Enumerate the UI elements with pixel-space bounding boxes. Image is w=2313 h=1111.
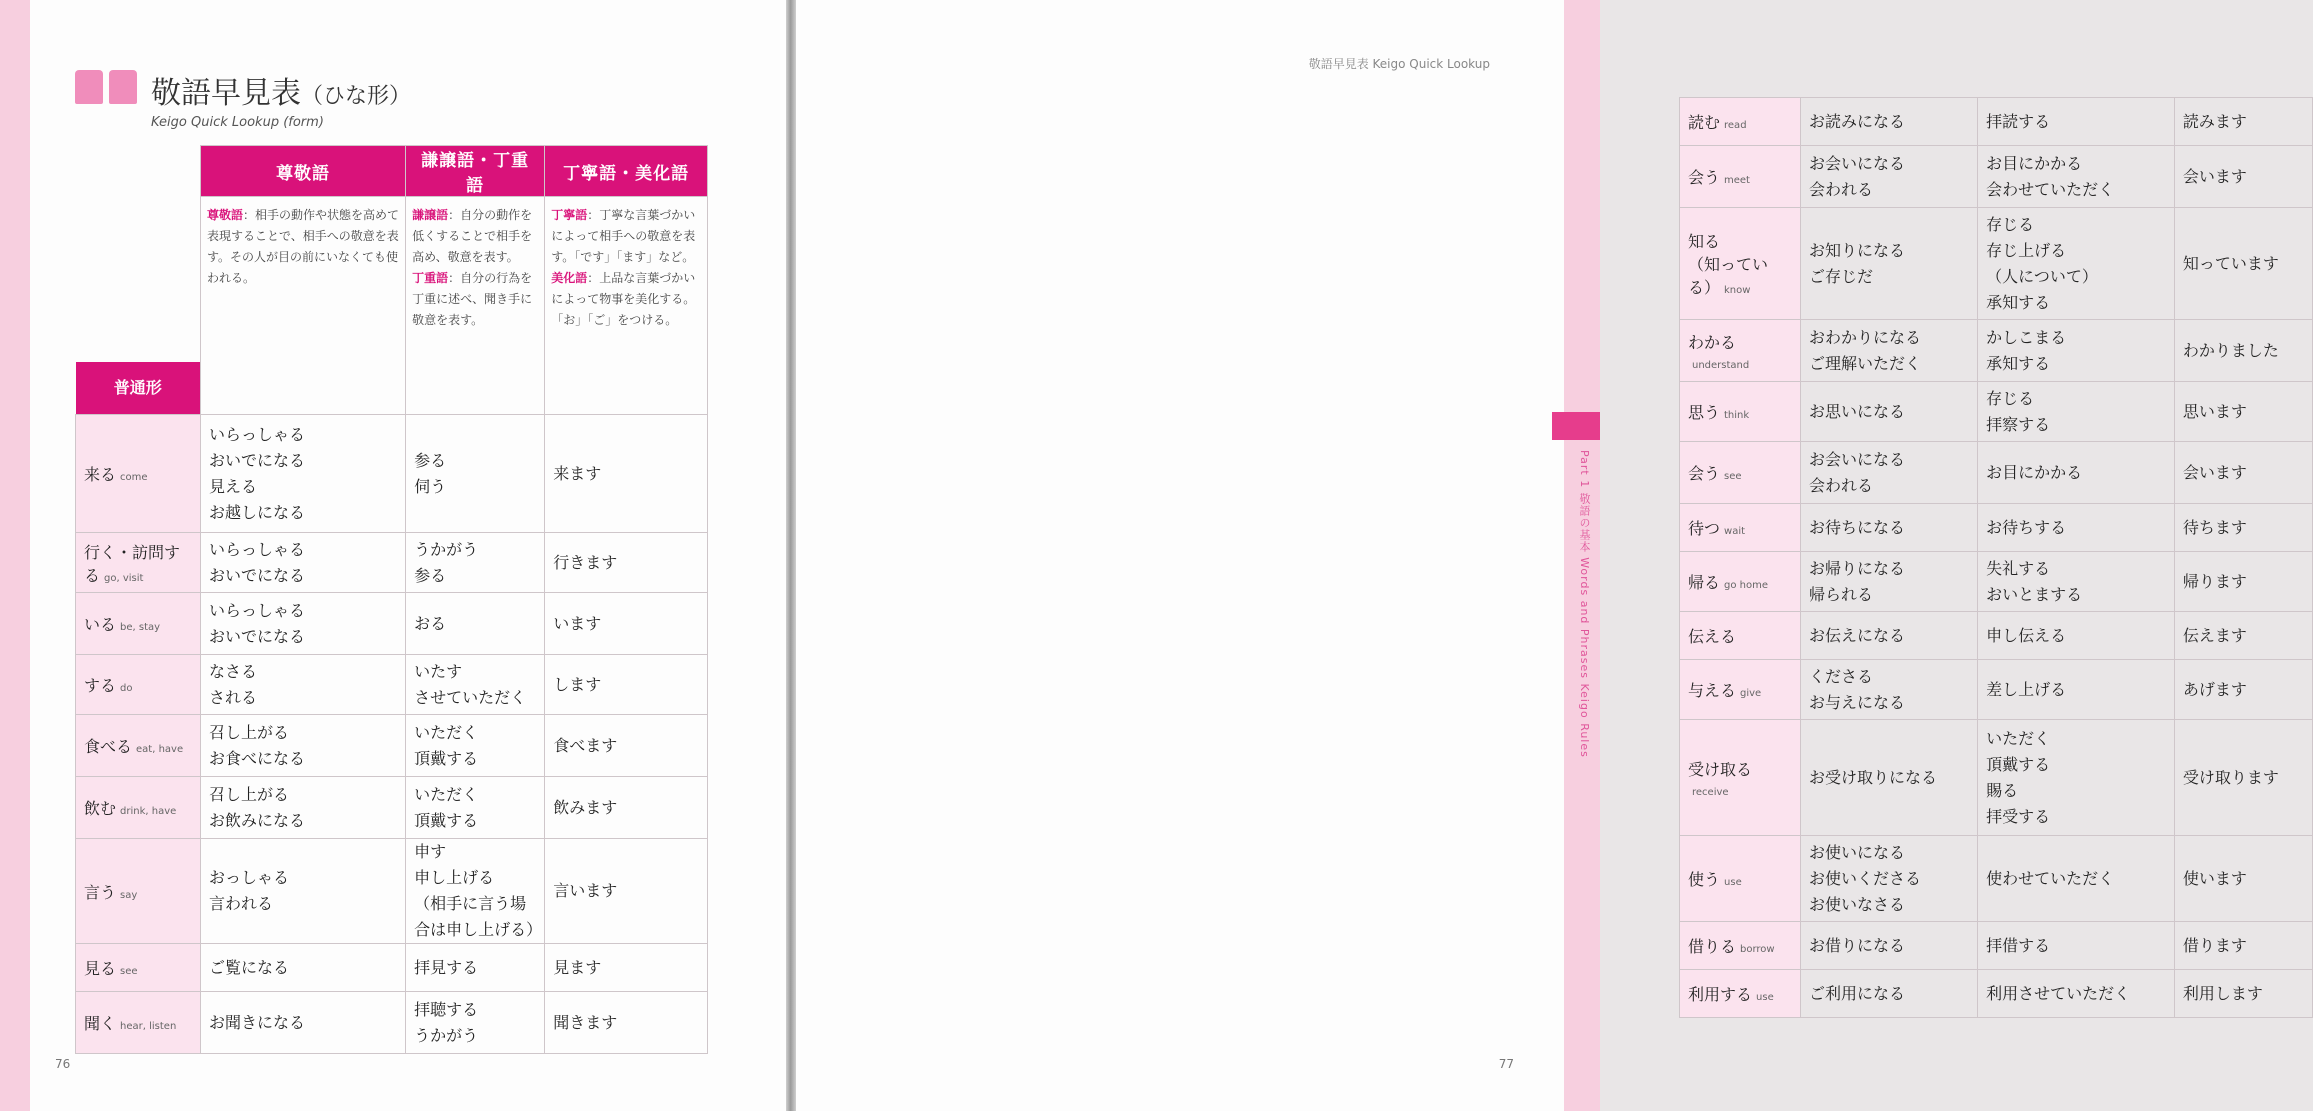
sonkeigo-cell: お使いになる お使いくださる お使いなさる	[1801, 836, 1978, 922]
teineigo-cell: 待ちます	[2174, 504, 2312, 552]
book-icon	[75, 70, 139, 110]
sonkeigo-cell: お思いになる	[1801, 382, 1978, 442]
kenjogo-cell: いただく 頂戴する	[406, 777, 545, 839]
kenjogo-cell: 失礼する おいとまする	[1978, 552, 2175, 612]
teineigo-cell: います	[545, 593, 708, 655]
header-teineigo: 丁寧語・美化語	[545, 146, 708, 197]
verb-cell: 与える give	[1680, 660, 1801, 720]
verb-cell: 言う say	[76, 839, 201, 944]
teineigo-cell: 思います	[2174, 382, 2312, 442]
sonkeigo-cell: お知りになる ご存じだ	[1801, 208, 1978, 320]
verb-cell: 利用する use	[1680, 970, 1801, 1018]
teineigo-cell: 飲みます	[545, 777, 708, 839]
table-row	[76, 715, 708, 777]
teineigo-cell: 言います	[545, 839, 708, 944]
page-number-right: 77	[1498, 1057, 1514, 1071]
table-row	[1680, 922, 2313, 970]
verb-cell: 借りる borrow	[1680, 922, 1801, 970]
kenjogo-cell: かしこまる 承知する	[1978, 320, 2175, 382]
teineigo-cell: 利用します	[2174, 970, 2312, 1018]
sonkeigo-cell: いらっしゃる おいでになる 見える お越しになる	[201, 415, 406, 533]
table-row	[1680, 98, 2313, 146]
sonkeigo-cell: 召し上がる お飲みになる	[201, 777, 406, 839]
kenjogo-cell: 拝見する	[406, 944, 545, 992]
table-row	[76, 415, 708, 533]
kenjogo-cell: 拝借する	[1978, 922, 2175, 970]
kenjogo-cell: 存じる 存じ上げる （人について） 承知する	[1978, 208, 2175, 320]
sonkeigo-cell: ご利用になる	[1801, 970, 1978, 1018]
teineigo-cell: 知っています	[2174, 208, 2312, 320]
teineigo-cell: 帰ります	[2174, 552, 2312, 612]
left-page	[0, 0, 790, 1111]
section-tab	[1552, 412, 1600, 440]
verb-cell: いる be, stay	[76, 593, 201, 655]
teineigo-cell: 受け取ります	[2174, 720, 2312, 836]
verb-cell: 来る come	[76, 415, 201, 533]
kenjogo-cell: 利用させていただく	[1978, 970, 2175, 1018]
keigo-table-left	[75, 145, 708, 1054]
table-row	[76, 533, 708, 593]
table-row	[1680, 382, 2313, 442]
kenjogo-cell: 拝聴する うかがう	[406, 992, 545, 1054]
kenjogo-cell: 使わせていただく	[1978, 836, 2175, 922]
teineigo-cell: 借ります	[2174, 922, 2312, 970]
sonkeigo-cell: お会いになる 会われる	[1801, 146, 1978, 208]
verb-cell: 使う use	[1680, 836, 1801, 922]
kenjogo-cell: おる	[406, 593, 545, 655]
desc-kenjogo: 謙譲語：自分の動作を低くすることで相手を高め、敬意を表す。 丁重語：自分の行為を丁重に述べ、聞き手に敬意を表す。	[406, 197, 545, 415]
sonkeigo-cell: いらっしゃる おいでになる	[201, 533, 406, 593]
sonkeigo-cell: お借りになる	[1801, 922, 1978, 970]
verb-cell: 会う see	[1680, 442, 1801, 504]
desc-teineigo: 丁寧語：丁寧な言葉づかいによって相手への敬意を表す。「です」「ます」など。 美化語：上品な言葉づかいによって物事を美化する。「お」「ご」をつける。	[545, 197, 708, 415]
table-row	[76, 992, 708, 1054]
side-section-label: Part 1 敬語の基本 Words and Phrases Keigo Rules	[1578, 450, 1591, 758]
left-edge-strip	[0, 0, 30, 1111]
table-row	[1680, 208, 2313, 320]
sonkeigo-cell: お伝えになる	[1801, 612, 1978, 660]
verb-cell: 会う meet	[1680, 146, 1801, 208]
verb-cell: 思う think	[1680, 382, 1801, 442]
sonkeigo-cell: なさる される	[201, 655, 406, 715]
verb-cell: 聞く hear, listen	[76, 992, 201, 1054]
teineigo-cell: 聞きます	[545, 992, 708, 1054]
sonkeigo-cell: お聞きになる	[201, 992, 406, 1054]
teineigo-cell: 使います	[2174, 836, 2312, 922]
kenjogo-cell: 存じる 拝察する	[1978, 382, 2175, 442]
table-row	[1680, 320, 2313, 382]
table-corner	[76, 146, 201, 415]
table-row	[76, 655, 708, 715]
teineigo-cell: します	[545, 655, 708, 715]
left-table-body	[76, 415, 708, 1054]
verb-cell: 食べる eat, have	[76, 715, 201, 777]
table-row	[76, 839, 708, 944]
kenjogo-cell: 申し伝える	[1978, 612, 2175, 660]
sonkeigo-cell: ご覧になる	[201, 944, 406, 992]
sonkeigo-cell: お待ちになる	[1801, 504, 1978, 552]
sonkeigo-cell: お会いになる 会われる	[1801, 442, 1978, 504]
teineigo-cell: わかりました	[2174, 320, 2312, 382]
table-row	[76, 593, 708, 655]
kenjogo-cell: いたす させていただく	[406, 655, 545, 715]
table-row	[1680, 970, 2313, 1018]
kenjogo-cell: お目にかかる 会わせていただく	[1978, 146, 2175, 208]
verb-cell: 知る （知っている） know	[1680, 208, 1801, 320]
kenjogo-cell: お目にかかる	[1978, 442, 2175, 504]
page-number-left: 76	[55, 1057, 71, 1071]
kenjogo-cell: 参る 伺う	[406, 415, 545, 533]
verb-cell: 行く・訪問する go, visit	[76, 533, 201, 593]
kenjogo-cell: 拝読する	[1978, 98, 2175, 146]
verb-cell: 伝える	[1680, 612, 1801, 660]
teineigo-cell: 読みます	[2174, 98, 2312, 146]
verb-cell: 読む read	[1680, 98, 1801, 146]
header-kenjogo: 謙譲語・丁重語	[406, 146, 545, 197]
keigo-table-right	[1679, 97, 2313, 1018]
teineigo-cell: 食べます	[545, 715, 708, 777]
table-row	[1680, 612, 2313, 660]
verb-cell: 受け取るreceive	[1680, 720, 1801, 836]
kenjogo-cell: 申す 申し上げる （相手に言う場合は申し上げる）	[406, 839, 545, 944]
sonkeigo-cell: 召し上がる お食べになる	[201, 715, 406, 777]
verb-cell: 見る see	[76, 944, 201, 992]
sonkeigo-cell: お帰りになる 帰られる	[1801, 552, 1978, 612]
kenjogo-cell: うかがう 参る	[406, 533, 545, 593]
sonkeigo-cell: くださる お与えになる	[1801, 660, 1978, 720]
kenjogo-cell: 差し上げる	[1978, 660, 2175, 720]
book-gutter	[786, 0, 796, 1111]
sonkeigo-cell: おっしゃる 言われる	[201, 839, 406, 944]
header-sonkeigo: 尊敬語	[201, 146, 406, 197]
sonkeigo-cell: お受け取りになる	[1801, 720, 1978, 836]
sonkeigo-cell: おわかりになる ご理解いただく	[1801, 320, 1978, 382]
verb-cell: わかるunderstand	[1680, 320, 1801, 382]
verb-cell: 飲む drink, have	[76, 777, 201, 839]
teineigo-cell: 伝えます	[2174, 612, 2312, 660]
right-table-body	[1680, 98, 2313, 1018]
desc-sonkeigo: 尊敬語：相手の動作や状態を高めて表現することで、相手への敬意を表す。その人が目の前にいなくても使われる。	[201, 197, 406, 415]
verb-cell: 帰る go home	[1680, 552, 1801, 612]
teineigo-cell: 見ます	[545, 944, 708, 992]
verb-cell: する do	[76, 655, 201, 715]
kenjogo-cell: いただく 頂戴する	[406, 715, 545, 777]
table-row	[1680, 720, 2313, 836]
right-page	[796, 0, 2279, 1111]
table-row	[1680, 146, 2313, 208]
kenjogo-cell: いただく 頂戴する 賜る 拝受する	[1978, 720, 2175, 836]
teineigo-cell: 会います	[2174, 442, 2312, 504]
sonkeigo-cell: お読みになる	[1801, 98, 1978, 146]
teineigo-cell: 来ます	[545, 415, 708, 533]
table-row	[1680, 836, 2313, 922]
page-subtitle: Keigo Quick Lookup (form)	[151, 115, 324, 130]
table-row	[1680, 504, 2313, 552]
kenjogo-cell: お待ちする	[1978, 504, 2175, 552]
table-row	[76, 944, 708, 992]
table-row	[1680, 442, 2313, 504]
teineigo-cell: 行きます	[545, 533, 708, 593]
verb-cell: 待つ wait	[1680, 504, 1801, 552]
sonkeigo-cell: いらっしゃる おいでになる	[201, 593, 406, 655]
page-title: 敬語早見表（ひな形）	[151, 76, 412, 111]
header-plain-form: 普通形	[76, 362, 201, 414]
table-row	[1680, 660, 2313, 720]
teineigo-cell: あげます	[2174, 660, 2312, 720]
teineigo-cell: 会います	[2174, 146, 2312, 208]
table-row	[76, 777, 708, 839]
table-row	[1680, 552, 2313, 612]
running-head: 敬語早見表 Keigo Quick Lookup	[1308, 57, 1490, 71]
